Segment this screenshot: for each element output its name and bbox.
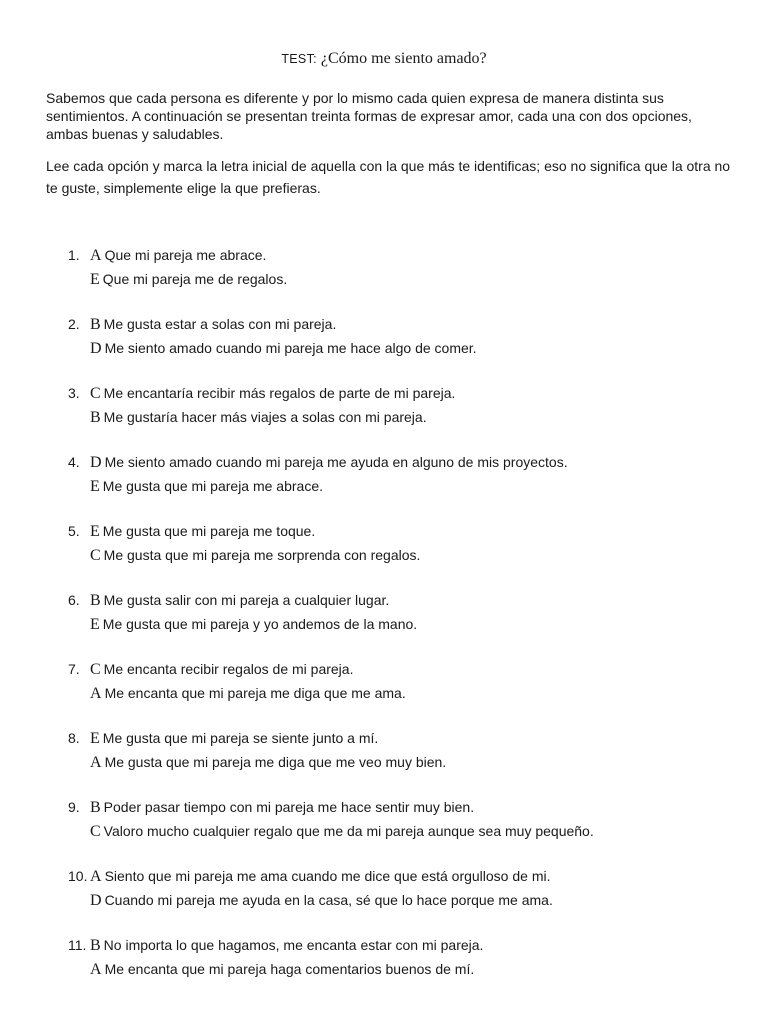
option-text: Me gusta salir con mi pareja a cualquier lugar. (103, 592, 390, 608)
question-item (0, 452, 768, 521)
option-text: Me gusta que mi pareja me sorprenda con regalos. (103, 547, 421, 563)
answer-option[interactable] (90, 269, 287, 290)
option-text: Me gusta estar a solas con mi pareja. (103, 316, 337, 332)
option-letter[interactable]: B (90, 316, 101, 333)
option-letter[interactable]: A (90, 754, 102, 771)
option-text: Valoro mucho cualquier regalo que me da mi pareja aunque sea muy pequeño. (103, 823, 594, 839)
option-text: No importa lo que hagamos, me encanta estar con mi pareja. (103, 937, 484, 953)
title-prefix: TEST: (281, 52, 317, 66)
option-text: Me encantaría recibir más regalos de parte de mi pareja. (103, 385, 456, 401)
option-letter[interactable]: C (90, 823, 101, 840)
answer-option[interactable] (90, 866, 550, 887)
option-letter[interactable]: C (90, 547, 101, 564)
option-text: Me gusta que mi pareja me abrace. (102, 478, 324, 494)
option-letter[interactable]: B (90, 409, 101, 426)
question-number: 11. (68, 937, 87, 953)
question-number: 4. (68, 454, 80, 470)
question-number: 5. (68, 523, 80, 539)
page-title (0, 50, 768, 68)
answer-option[interactable] (90, 314, 336, 335)
question-number: 6. (68, 592, 80, 608)
question-item (0, 659, 768, 728)
option-text: Me encanta que mi pareja haga comentarios buenos de mí. (104, 961, 475, 977)
question-number: 10. (68, 868, 88, 884)
answer-option[interactable] (90, 683, 406, 704)
option-letter[interactable]: C (90, 661, 101, 678)
question-number: 7. (68, 661, 80, 677)
answer-option[interactable] (90, 959, 474, 980)
option-text: Me gusta que mi pareja me diga que me veo muy bien. (104, 754, 447, 770)
answer-option[interactable] (90, 935, 483, 956)
question-number: 1. (68, 247, 80, 263)
answer-option[interactable] (90, 476, 323, 497)
answer-option[interactable] (90, 545, 420, 566)
option-letter[interactable]: D (90, 892, 102, 909)
answer-option[interactable] (90, 752, 446, 773)
option-letter[interactable]: D (90, 340, 102, 357)
question-number: 3. (68, 385, 80, 401)
answer-option[interactable] (90, 590, 389, 611)
question-item (0, 314, 768, 383)
option-letter[interactable]: A (90, 961, 102, 978)
title-text: ¿Cómo me siento amado? (320, 50, 487, 67)
option-letter[interactable]: A (90, 685, 102, 702)
question-number: 8. (68, 730, 80, 746)
question-item (0, 797, 768, 866)
option-text: Me siento amado cuando mi pareja me hace algo de comer. (104, 340, 477, 356)
option-letter[interactable]: E (90, 523, 100, 540)
answer-option[interactable] (90, 383, 455, 404)
option-text: Me gusta que mi pareja se siente junto a mí. (102, 730, 379, 746)
answer-option[interactable] (90, 797, 474, 818)
answer-option[interactable] (90, 338, 477, 359)
question-item (0, 245, 768, 314)
answer-option[interactable] (90, 452, 568, 473)
option-letter[interactable]: C (90, 385, 101, 402)
question-number: 9. (68, 799, 80, 815)
question-item (0, 590, 768, 659)
answer-option[interactable] (90, 728, 378, 749)
answer-option[interactable] (90, 659, 353, 680)
option-letter[interactable]: A (90, 247, 102, 264)
option-letter[interactable]: B (90, 799, 101, 816)
question-item (0, 383, 768, 452)
question-item (0, 866, 768, 935)
option-text: Que mi pareja me de regalos. (102, 271, 288, 287)
instructions-paragraph: Lee cada opción y marca la letra inicial de aquella con la que más te identificas; eso no significa que la otra no te guste, simplemente elige la que prefieras. (46, 158, 731, 196)
option-letter[interactable]: D (90, 454, 102, 471)
answer-option[interactable] (90, 821, 594, 842)
answer-option[interactable] (90, 521, 315, 542)
question-item (0, 935, 768, 1004)
option-text: Siento que mi pareja me ama cuando me dice que está orgulloso de mi. (104, 868, 551, 884)
option-text: Me siento amado cuando mi pareja me ayuda en alguno de mis proyectos. (104, 454, 568, 470)
option-letter[interactable]: E (90, 271, 100, 288)
answer-option[interactable] (90, 614, 417, 635)
option-text: Poder pasar tiempo con mi pareja me hace sentir muy bien. (103, 799, 475, 815)
question-item (0, 728, 768, 797)
option-text: Me encanta que mi pareja me diga que me ama. (104, 685, 406, 701)
option-text: Me gusta que mi pareja y yo andemos de la mano. (102, 616, 418, 632)
option-letter[interactable]: E (90, 616, 100, 633)
option-letter[interactable]: E (90, 478, 100, 495)
answer-option[interactable] (90, 407, 427, 428)
option-text: Me gustaría hacer más viajes a solas con mi pareja. (103, 409, 427, 425)
option-text: Me gusta que mi pareja me toque. (102, 523, 316, 539)
option-letter[interactable]: A (90, 868, 102, 885)
option-letter[interactable]: E (90, 730, 100, 747)
option-text: Me encanta recibir regalos de mi pareja. (103, 661, 354, 677)
answer-option[interactable] (90, 890, 553, 911)
option-letter[interactable]: B (90, 937, 101, 954)
option-letter[interactable]: B (90, 592, 101, 609)
intro-paragraph: Sabemos que cada persona es diferente y por lo mismo cada quien expresa de manera distinta sus sentimientos. A continuación se presentan treinta formas de expresar amor, cada una con dos opciones, ambas buenas y saludables. (46, 90, 692, 142)
answer-option[interactable] (90, 245, 266, 266)
question-item (0, 521, 768, 590)
option-text: Que mi pareja me abrace. (104, 247, 267, 263)
question-number: 2. (68, 316, 80, 332)
option-text: Cuando mi pareja me ayuda en la casa, sé que lo hace porque me ama. (104, 892, 553, 908)
question-list (0, 245, 768, 1004)
